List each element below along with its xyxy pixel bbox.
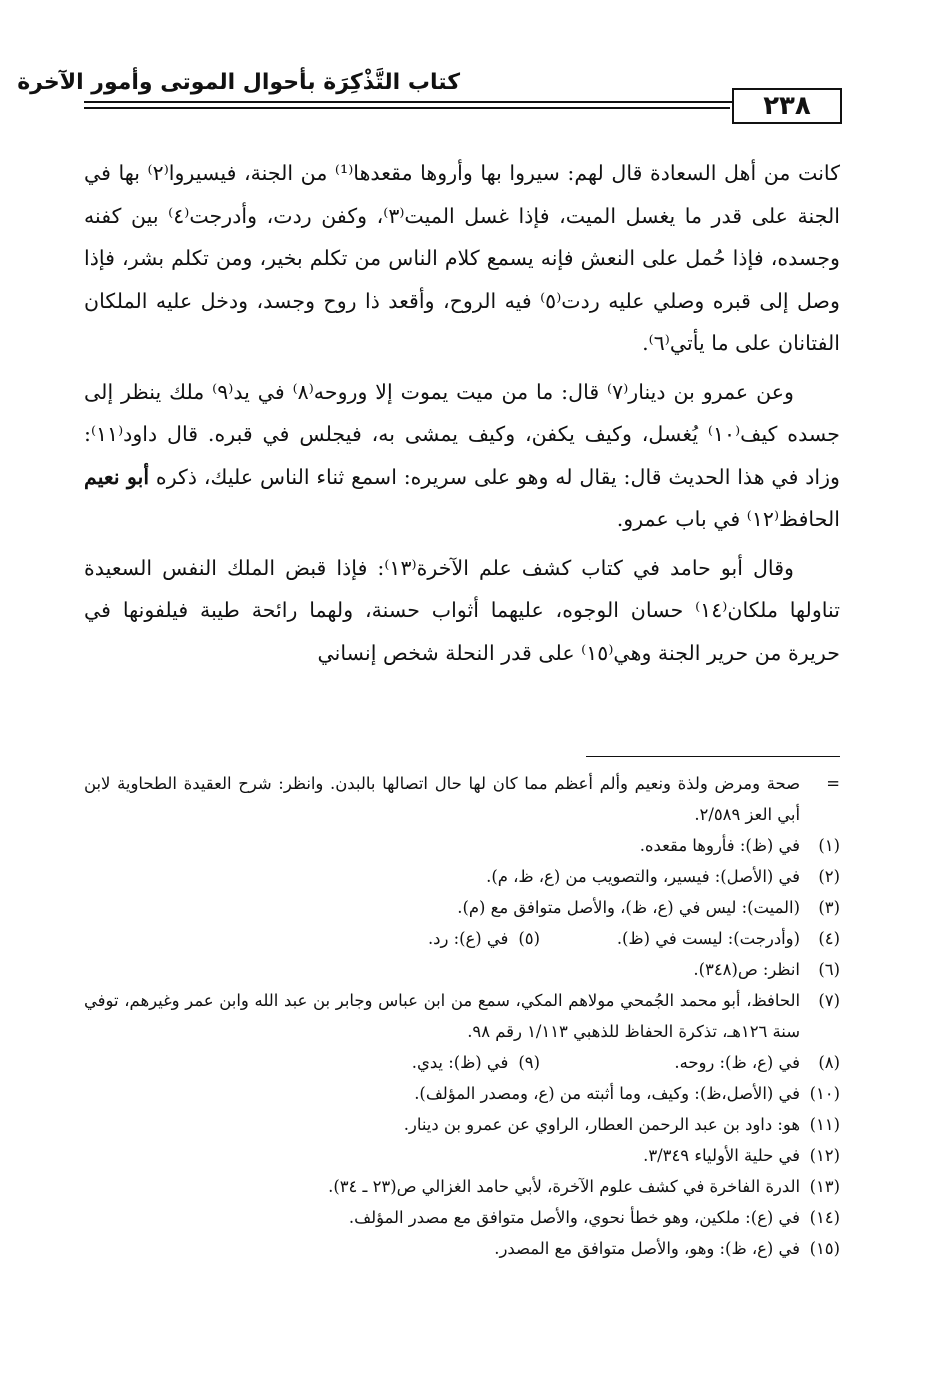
- footnote-text: الدرة الفاخرة في كشف علوم الآخرة، لأبي حامد الغزالي ص(٢٣ ـ ٣٤).: [328, 1177, 800, 1196]
- footnote-text: صحة ومرض ولذة ونعيم وألم أعظم مما كان لها حال اتصالها بالبدن. وانظر: شرح العقيدة الطحاوية لابن أبي العز ٢/٥٨٩.: [84, 774, 800, 824]
- footnote-3: [84, 892, 840, 923]
- footnote-number: (١٣): [809, 1177, 840, 1196]
- footnote-text: في (ظ): يدي.: [411, 1053, 509, 1072]
- footnote-number: (٥): [518, 929, 540, 948]
- paragraph-2-text-b: الحافظ⁽١٢⁾ في باب عمرو.: [616, 507, 840, 531]
- footnote-6: [84, 954, 840, 985]
- footnote-15: [84, 1233, 840, 1264]
- footnote-number: (١٤): [809, 1208, 840, 1227]
- footnote-11: [84, 1109, 840, 1140]
- footnote-separator: [586, 756, 840, 757]
- page-number: ٢٣٨: [763, 91, 811, 121]
- footnote-7: [84, 985, 840, 1047]
- footnote-12: [84, 1140, 840, 1171]
- footnote-8-9: [84, 1047, 840, 1078]
- footnote-text: في (ع، ظ): روحه.: [674, 1053, 800, 1072]
- paragraph-2: [84, 371, 840, 541]
- footnote-text: في حلية الأولياء ٣/٣٤٩.: [643, 1146, 800, 1165]
- footnote-text: في (ع، ظ): وهو، والأصل متوافق مع المصدر.: [494, 1239, 800, 1258]
- main-text: [84, 152, 840, 674]
- footnote-text: (الميت): ليس في (ع، ظ)، والأصل متوافق مع (م).: [457, 898, 800, 917]
- footnote-number: (٤): [818, 929, 840, 948]
- footnote-number: (٢): [818, 867, 840, 886]
- footnotes: [84, 768, 840, 1264]
- footnote-number: (٧): [818, 991, 840, 1010]
- footnote-2: [84, 861, 840, 892]
- header-rule-bottom: [84, 107, 730, 109]
- footnote-text: انظر: ص(٣٤٨).: [693, 960, 800, 979]
- footnote-text: (وأدرجت): ليست في (ظ).: [616, 929, 800, 948]
- footnote-continuation: [84, 768, 840, 830]
- footnote-number: (٣): [818, 898, 840, 917]
- footnote-number: =: [826, 774, 840, 793]
- footnote-number: (١١): [809, 1115, 840, 1134]
- footnote-number: (٩): [518, 1053, 540, 1072]
- footnote-number: (٦): [818, 960, 840, 979]
- footnote-text: في (الأصل،ظ): وكيف، وما أثبته من (ع، ومصدر المؤلف).: [414, 1084, 800, 1103]
- header-rule-top: [84, 101, 842, 103]
- footnote-1: [84, 830, 840, 861]
- footnote-text: هو: داود بن عبد الرحمن العطار، الراوي عن عمرو بن دينار.: [403, 1115, 800, 1134]
- footnote-number: (١٠): [809, 1084, 840, 1103]
- footnote-text: في (ع): رد.: [427, 929, 509, 948]
- footnote-14: [84, 1202, 840, 1233]
- page-number-box: [732, 88, 842, 124]
- footnote-number: (١٢): [809, 1146, 840, 1165]
- footnote-number: (٨): [818, 1053, 840, 1072]
- paragraph-2-text-a: وعن عمرو بن دينار⁽٧⁾ قال: ما من ميت يموت إلا وروحه⁽٨⁾ في يد⁽٩⁾ ملك ينظر إلى جسده كيف⁽١٠⁾ يُغسل، وكيف يكفن، وكيف يمشى به، فيجلس في قبره. قال داود⁽١١⁾: وزاد في هذا الحديث قال: يقال له وهو على سريره: اسمع ثناء الناس عليك، ذكره: [84, 379, 840, 489]
- footnote-text: الحافظ، أبو محمد الجُمحي مولاهم المكي، سمع من ابن عباس وجابر بن عبد الله وابن عمر وغيرهم، توفي سنة ١٢٦هـ، تذكرة الحفاظ للذهبي ١/١١٣ رقم ٩٨.: [84, 991, 800, 1041]
- paragraph-3: وقال أبو حامد في كتاب كشف علم الآخرة⁽١٣⁾: فإذا قبض الملك النفس السعيدة تناولها ملكان⁽١٤⁾ حسان الوجوه، عليهما أثواب حسنة، ولهما رائحة طيبة فيلفونها في حريرة من حرير الجنة وهي⁽١٥⁾ على قدر النحلة شخص إنساني: [84, 555, 840, 665]
- footnote-10: [84, 1078, 840, 1109]
- footnote-13: [84, 1171, 840, 1202]
- footnote-text: في (ع): ملكين، وهو خطأ نحوي، والأصل متوافق مع مصدر المؤلف.: [348, 1208, 800, 1227]
- footnote-text: في (ظ): فأروها مقعده.: [639, 836, 800, 855]
- footnote-4-5: [84, 923, 840, 954]
- paragraph-1: كانت من أهل السعادة قال لهم: سيروا بها وأروها مقعدها⁽¹⁾ من الجنة، فيسيروا⁽٢⁾ بها في الجنة على قدر ما يغسل الميت، فإذا غسل الميت⁽٣⁾، وكفن ردت، وأدرجت⁽٤⁾ بين كفنه وجسده، فإذا حُمل على النعش فإنه يسمع كلام الناس من تكلم بخير، ومن تكلم بشر، فإذا وصل إلى قبره وصلي عليه ردت⁽٥⁾ فيه الروح، وأقعد ذا روح وجسد، ودخل عليه الملكان الفتانان على ما يأتي⁽٦⁾.: [84, 161, 841, 355]
- footnote-number: (١٥): [809, 1239, 840, 1258]
- running-header-title: كتاب التَّذْكِرَة بأحوال الموتى وأمور الآخرة: [17, 70, 460, 95]
- footnote-text: في (الأصل): فيسير، والتصويب من (ع، ظ، م).: [486, 867, 800, 886]
- paragraph-2-bold-name: أبو نعيم: [84, 464, 150, 489]
- footnote-number: (١): [818, 836, 840, 855]
